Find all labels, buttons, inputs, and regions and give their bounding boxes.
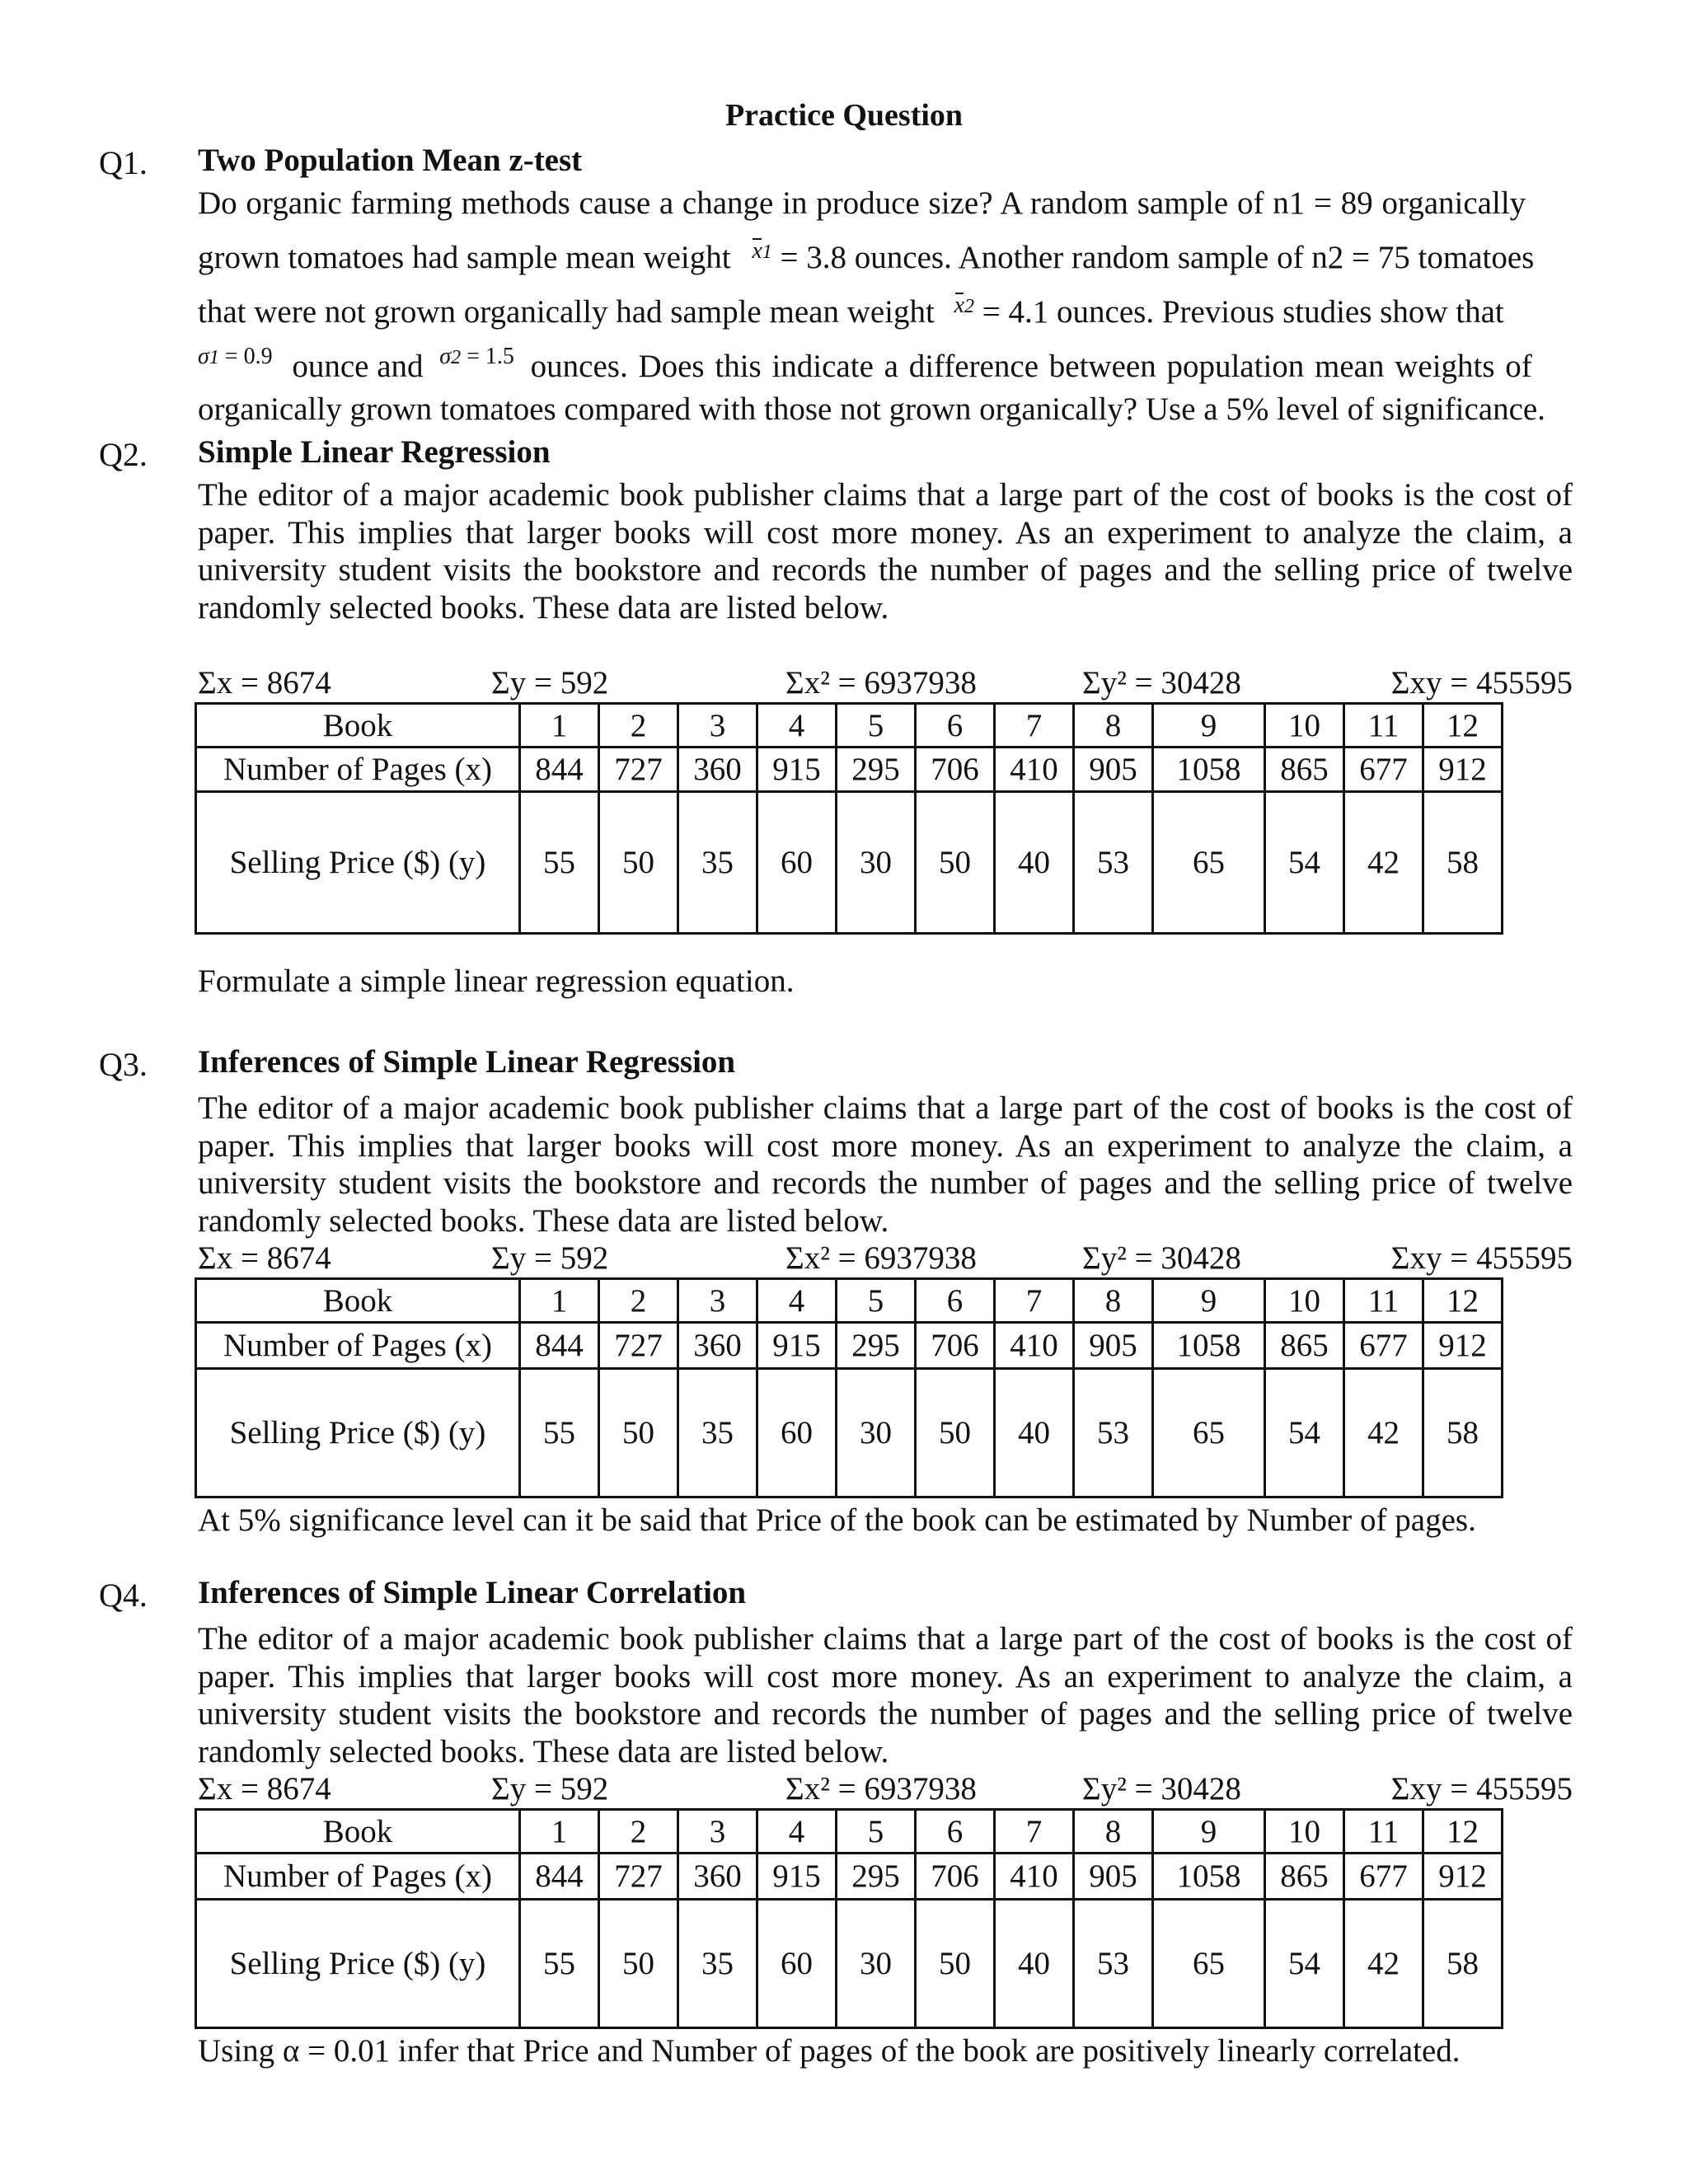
q3-heading: Inferences of Simple Linear Regression xyxy=(198,1044,736,1080)
table-row-pages: Number of Pages (x) 844 727 360 915 295 706 410 905 1058 865 677 912 xyxy=(196,748,1503,792)
sum-y: Σy = 592 xyxy=(491,1771,609,1807)
table-row-price: Selling Price ($) (y) 55 50 35 60 30 50 40 53 65 54 42 58 xyxy=(196,792,1503,934)
q3-number: Q3. xyxy=(99,1046,148,1083)
q1-line-2a: grown tomatoes had sample mean weight xyxy=(198,240,731,275)
table-row-pages: Number of Pages (x) 844 727 360 915 295 706 410 905 1058 865 677 912 xyxy=(196,1854,1503,1900)
table-row-price: Selling Price ($) (y) 55 50 35 60 30 50 40 53 65 54 42 58 xyxy=(196,1900,1503,2028)
q2-heading: Simple Linear Regression xyxy=(198,434,551,470)
table-row-pages: Number of Pages (x) 844 727 360 915 295 706 410 905 1058 865 677 912 xyxy=(196,1323,1503,1369)
q1-line-2 xyxy=(198,239,1573,276)
q1-line-5: organically grown tomatoes compared with those not grown organically? Use a 5% level of significance. xyxy=(198,391,1545,427)
q1-heading: Two Population Mean z-test xyxy=(198,143,583,178)
sum-x: Σx = 8674 xyxy=(198,1771,331,1807)
sigma2-symbol: σ2 = 1.5 xyxy=(439,344,514,369)
table-row-book: Book 1 2 3 4 5 6 7 8 9 10 11 12 xyxy=(196,704,1503,748)
q1-line-3 xyxy=(198,293,1573,330)
q1-line-1: Do organic farming methods cause a change in produce size? A random sample of n1 = 89 organically xyxy=(198,185,1526,221)
q3-paragraph: The editor of a major academic book publisher claims that a large part of the cost of books is the cost of paper. This implies that larger books will cost more money. As an experiment to analyze the claim, a university student visits the bookstore and records the number of pages and the selling price of twelve randomly selected books. These data are listed below. xyxy=(198,1090,1573,1240)
sum-y: Σy = 592 xyxy=(491,665,609,701)
sum-x2: Σx² = 6937938 xyxy=(785,665,977,701)
q4-sums xyxy=(198,1770,1573,1810)
q3-data-table xyxy=(195,1277,1503,1498)
sum-x: Σx = 8674 xyxy=(198,1240,331,1276)
sum-y2: Σy² = 30428 xyxy=(1082,1771,1241,1807)
sum-y2: Σy² = 30428 xyxy=(1082,665,1241,701)
sum-xy: Σxy = 455595 xyxy=(1390,1240,1573,1276)
q4-number: Q4. xyxy=(99,1577,148,1614)
sum-y2: Σy² = 30428 xyxy=(1082,1240,1241,1276)
q1-line-3a: that were not grown organically had sample mean weight xyxy=(198,294,935,330)
table-row-book: Book 1 2 3 4 5 6 7 8 9 10 11 12 xyxy=(196,1279,1503,1323)
q4-paragraph: The editor of a major academic book publisher claims that a large part of the cost of books is the cost of paper. This implies that larger books will cost more money. As an experiment to analyze the claim, a university student visits the bookstore and records the number of pages and the selling price of twelve randomly selected books. These data are listed below. xyxy=(198,1621,1573,1770)
q1-number: Q1. xyxy=(99,144,148,181)
q1-line-2b: = 3.8 ounces. Another random sample of n2 = 75 tomatoes xyxy=(780,240,1535,275)
table-row-book: Book 1 2 3 4 5 6 7 8 9 10 11 12 xyxy=(196,1810,1503,1854)
q4-data-table xyxy=(195,1808,1503,2029)
q2-number: Q2. xyxy=(99,436,148,473)
sum-xy: Σxy = 455595 xyxy=(1390,1771,1573,1807)
q3-sums xyxy=(198,1240,1573,1279)
sum-y: Σy = 592 xyxy=(491,1240,609,1276)
xbar2-symbol: x2 xyxy=(954,293,975,318)
xbar1-symbol: x1 xyxy=(752,238,772,264)
page-title: Practice Question xyxy=(724,98,964,133)
q1-line-4 xyxy=(198,344,1573,385)
sum-x2: Σx² = 6937938 xyxy=(785,1240,977,1276)
q3-task: At 5% significance level can it be said that Price of the book can be estimated by Number of pages. xyxy=(198,1502,1476,1538)
q2-task: Formulate a simple linear regression equation. xyxy=(198,963,795,999)
table-row-price: Selling Price ($) (y) 55 50 35 60 30 50 40 53 65 54 42 58 xyxy=(196,1369,1503,1497)
q1-line-4b: ounces. Does this indicate a difference between population mean weights of xyxy=(530,349,1532,384)
q2-paragraph: The editor of a major academic book publisher claims that a large part of the cost of books is the cost of paper. This implies that larger books will cost more money. As an experiment to analyze the claim, a university student visits the bookstore and records the number of pages and the selling price of twelve randomly selected books. These data are listed below. xyxy=(198,477,1573,626)
q4-heading: Inferences of Simple Linear Correlation xyxy=(198,1575,747,1610)
sum-x2: Σx² = 6937938 xyxy=(785,1771,977,1807)
sum-xy: Σxy = 455595 xyxy=(1390,665,1573,701)
q4-task: Using α = 0.01 infer that Price and Number of pages of the book are positively linearly correlated. xyxy=(198,2033,1461,2069)
q2-sums xyxy=(198,664,1573,704)
sum-x: Σx = 8674 xyxy=(198,665,331,701)
q1-line-4a: ounce and xyxy=(292,349,424,384)
q1-line-3b: = 4.1 ounces. Previous studies show that xyxy=(982,294,1504,330)
q2-data-table xyxy=(195,702,1503,935)
sigma1-symbol: σ1 = 0.9 xyxy=(198,344,273,369)
